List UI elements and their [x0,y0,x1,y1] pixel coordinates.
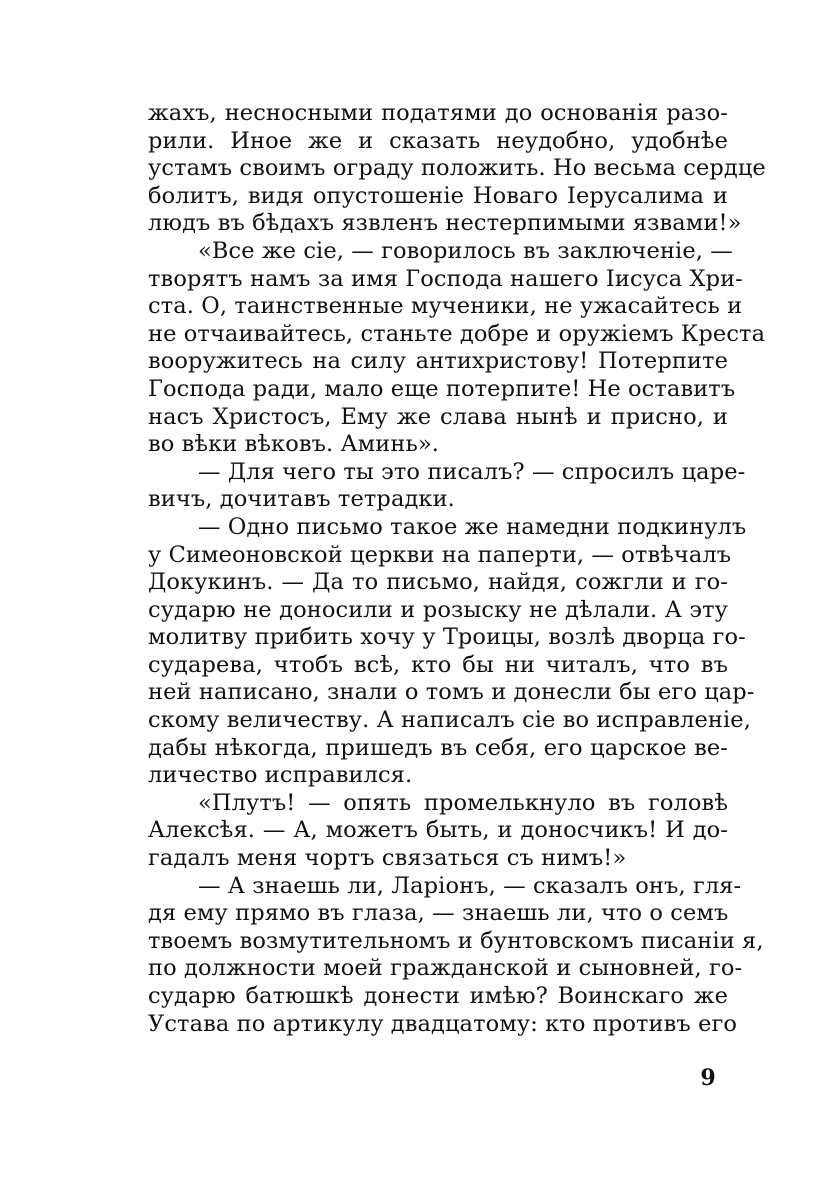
text-line: жахъ, несносными податями до основанія разо- [148,100,728,126]
text-line: людъ въ бѣдахъ язвленъ нестерпимыми язвами!» [148,210,742,237]
text-line: Господа ради, мало еще потерпите! Не оставитъ [148,375,736,402]
text-line: насъ Христосъ, Ему же слава нынѣ и присно, и [148,403,728,430]
text-line: ста. О, таинственные мученики, не ужасайтесь и [148,293,743,320]
text-line: устамъ своимъ ограду положить. Но весьма сердце [148,155,766,182]
text-line: дя ему прямо въ глаза, — знаешь ли, что о семъ [148,900,729,927]
text-line: «Плутъ! — опять промелькнуло въ головѣ [198,789,728,816]
text-line: скому величеству. А написалъ сіе во исправленіе, [148,707,751,734]
text-line: гадалъ меня чортъ связаться съ нимъ!» [148,845,627,872]
text-line: сударю батюшкѣ донести имѣю? Воинскаго же [148,983,728,1009]
text-line: Докукинъ. — Да то письмо, найдя, сожгли и го- [148,569,728,596]
text-line: — Одно письмо такое же намедни подкинулъ [198,513,747,540]
text-line: — А знаешь ли, Ларіонъ, — сказалъ онъ, гля- [198,872,742,899]
text-line: во вѣки вѣковъ. Аминь». [148,431,439,458]
text-line: творятъ намъ за имя Господа нашего Іисуса Хри- [148,265,743,292]
text-line: — Для чего ты это писалъ? — спросилъ царе- [198,458,746,485]
text-line: вооружитесь на силу антихристову! Потерпите [148,348,728,375]
text-line: «Все же сіе, — говорилось въ заключеніе, — [198,237,733,264]
text-line: молитву прибить хочу у Троицы, возлѣ дворца го- [148,624,746,651]
text-line: болитъ, видя опустошеніе Новаго Іерусалима и [148,182,728,209]
text-line: по должности моей гражданской и сыновней, го- [148,955,743,982]
page-number: 9 [700,1065,716,1091]
text-line: Алексѣя. — А, можетъ быть, и доносчикъ! И до- [148,817,728,844]
page-text-block [148,100,766,1038]
text-line: ней написано, знали о томъ и донесли бы его цар- [148,679,755,706]
text-line: сударева, чтобъ всѣ, кто бы ни читалъ, что въ [148,651,728,678]
text-line: рили. Иное же и сказать неудобно, удобнѣе [148,127,728,154]
text-line: Устава по артикулу двадцатому: кто противъ его [148,1010,738,1037]
text-line: твоемъ возмутительномъ и бунтовскомъ писаніи я, [148,927,764,954]
text-line: дабы нѣкогда, пришедъ въ себя, его царское ве- [148,734,728,761]
text-line: личество исправился. [148,762,413,789]
text-line: у Симеоновской церкви на паперти, — отвѣчалъ [148,541,732,568]
text-line: вичъ, дочитавъ тетрадки. [148,486,455,513]
text-line: сударю не доносили и розыску не дѣлали. А эту [148,596,728,623]
text-line: не отчаивайтесь, станьте добре и оружіемъ Креста [148,320,766,347]
